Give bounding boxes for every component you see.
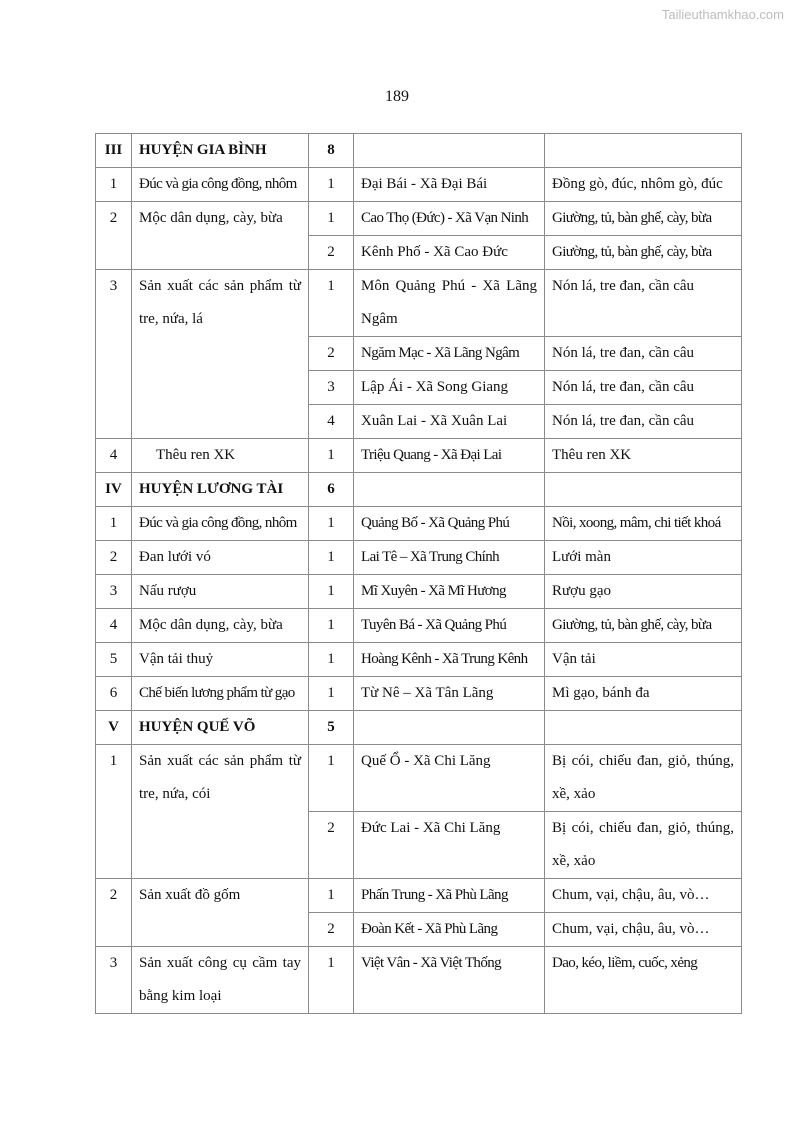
village-cell: Ngăm Mạc - Xã Lãng Ngâm — [354, 337, 545, 371]
sub-number: 2 — [309, 913, 354, 947]
goods-cell: Nón lá, tre đan, cần câu — [545, 270, 742, 337]
row-number: 1 — [96, 745, 132, 879]
village-cell: Lai Tê – Xã Trung Chính — [354, 541, 545, 575]
goods-cell: Giường, tủ, bàn ghế, cày, bừa — [545, 609, 742, 643]
sub-number: 3 — [309, 371, 354, 405]
product-cell: Đúc và gia công đồng, nhôm — [132, 507, 309, 541]
table-row — [96, 947, 742, 1014]
sub-number: 1 — [309, 575, 354, 609]
empty-cell — [545, 134, 742, 168]
row-number: 5 — [96, 643, 132, 677]
section-row-luong-tai — [96, 473, 742, 507]
village-cell: Việt Vân - Xã Việt Thống — [354, 947, 545, 1014]
product-cell: Mộc dân dụng, cày, bừa — [132, 202, 309, 270]
page-number: 189 — [385, 88, 409, 105]
goods-cell: Nón lá, tre đan, cần câu — [545, 405, 742, 439]
village-cell: Cao Thọ (Đức) - Xã Vạn Ninh — [354, 202, 545, 236]
section-name: HUYỆN LƯƠNG TÀI — [132, 473, 309, 507]
section-name: HUYỆN GIA BÌNH — [132, 134, 309, 168]
sub-number: 1 — [309, 439, 354, 473]
product-cell: Thêu ren XK — [132, 439, 309, 473]
product-cell: Sản xuất các sản phẩm từ tre, nứa, cói — [132, 745, 309, 879]
village-cell: Đức Lai - Xã Chi Lăng — [354, 812, 545, 879]
table-row — [96, 609, 742, 643]
goods-cell: Rượu gạo — [545, 575, 742, 609]
village-cell: Hoàng Kênh - Xã Trung Kênh — [354, 643, 545, 677]
row-number: 3 — [96, 575, 132, 609]
table-row — [96, 541, 742, 575]
table-row — [96, 677, 742, 711]
row-number: 4 — [96, 609, 132, 643]
goods-cell: Nón lá, tre đan, cần câu — [545, 337, 742, 371]
goods-cell: Nón lá, tre đan, cần câu — [545, 371, 742, 405]
goods-cell: Bị cói, chiếu đan, giỏ, thúng, xề, xảo — [545, 745, 742, 812]
empty-cell — [545, 473, 742, 507]
sub-number: 1 — [309, 677, 354, 711]
village-cell: Xuân Lai - Xã Xuân Lai — [354, 405, 545, 439]
village-cell: Quế Ổ - Xã Chi Lăng — [354, 745, 545, 812]
village-cell: Lập Ái - Xã Song Giang — [354, 371, 545, 405]
sub-number: 1 — [309, 168, 354, 202]
product-cell: Sản xuất đồ gốm — [132, 879, 309, 947]
sub-number: 2 — [309, 812, 354, 879]
goods-cell: Chum, vại, chậu, âu, vò… — [545, 879, 742, 913]
village-cell: Đại Bái - Xã Đại Bái — [354, 168, 545, 202]
section-number: IV — [96, 473, 132, 507]
product-cell: Đúc và gia công đồng, nhôm — [132, 168, 309, 202]
empty-cell — [354, 473, 545, 507]
row-number: 2 — [96, 541, 132, 575]
empty-cell — [354, 134, 545, 168]
section-number: III — [96, 134, 132, 168]
goods-cell: Chum, vại, chậu, âu, vò… — [545, 913, 742, 947]
table-row — [96, 745, 742, 812]
product-cell: Nấu rượu — [132, 575, 309, 609]
row-number: 4 — [96, 439, 132, 473]
table-row — [96, 507, 742, 541]
sub-number: 1 — [309, 270, 354, 337]
row-number: 1 — [96, 168, 132, 202]
sub-number: 2 — [309, 337, 354, 371]
row-number: 2 — [96, 879, 132, 947]
goods-cell: Mì gạo, bánh đa — [545, 677, 742, 711]
table-row — [96, 879, 742, 913]
goods-cell: Đồng gò, đúc, nhôm gò, đúc — [545, 168, 742, 202]
row-number: 6 — [96, 677, 132, 711]
sub-number: 2 — [309, 236, 354, 270]
village-cell: Tuyên Bá - Xã Quảng Phú — [354, 609, 545, 643]
table-row — [96, 643, 742, 677]
table-row — [96, 270, 742, 337]
section-number: V — [96, 711, 132, 745]
sub-number: 1 — [309, 541, 354, 575]
village-cell: Triệu Quang - Xã Đại Lai — [354, 439, 545, 473]
table-row — [96, 168, 742, 202]
section-name: HUYỆN QUẾ VÕ — [132, 711, 309, 745]
row-number: 3 — [96, 947, 132, 1014]
sub-number: 1 — [309, 643, 354, 677]
empty-cell — [545, 711, 742, 745]
sub-number: 1 — [309, 879, 354, 913]
village-cell: Mĩ Xuyên - Xã Mĩ Hương — [354, 575, 545, 609]
goods-cell: Dao, kéo, liềm, cuốc, xẻng — [545, 947, 742, 1014]
sub-number: 1 — [309, 609, 354, 643]
sub-number: 1 — [309, 202, 354, 236]
section-count: 8 — [309, 134, 354, 168]
table-row — [96, 202, 742, 236]
sub-number: 1 — [309, 745, 354, 812]
section-count: 6 — [309, 473, 354, 507]
watermark-text: Tailieuthamkhao.com — [661, 7, 784, 22]
village-cell: Đoàn Kết - Xã Phù Lãng — [354, 913, 545, 947]
village-cell: Môn Quảng Phú - Xã Lãng Ngâm — [354, 270, 545, 337]
village-cell: Từ Nê – Xã Tân Lãng — [354, 677, 545, 711]
village-cell: Quảng Bố - Xã Quảng Phú — [354, 507, 545, 541]
village-cell: Phấn Trung - Xã Phù Lãng — [354, 879, 545, 913]
goods-cell: Thêu ren XK — [545, 439, 742, 473]
table-row — [96, 575, 742, 609]
table-row — [96, 439, 742, 473]
goods-cell: Nồi, xoong, mâm, chi tiết khoá — [545, 507, 742, 541]
product-cell: Sản xuất các sản phẩm từ tre, nứa, lá — [132, 270, 309, 439]
product-cell: Mộc dân dụng, cày, bừa — [132, 609, 309, 643]
product-cell: Sản xuất công cụ cầm tay bằng kim loại — [132, 947, 309, 1014]
section-row-gia-binh — [96, 134, 742, 168]
row-number: 2 — [96, 202, 132, 270]
product-cell: Đan lưới vó — [132, 541, 309, 575]
empty-cell — [354, 711, 545, 745]
sub-number: 4 — [309, 405, 354, 439]
product-cell: Chế biến lương phẩm từ gạo — [132, 677, 309, 711]
section-row-que-vo — [96, 711, 742, 745]
craft-village-table — [95, 133, 742, 1014]
section-count: 5 — [309, 711, 354, 745]
goods-cell: Bị cói, chiếu đan, giỏ, thúng, xề, xảo — [545, 812, 742, 879]
village-cell: Kênh Phố - Xã Cao Đức — [354, 236, 545, 270]
goods-cell: Giường, tủ, bàn ghế, cày, bừa — [545, 236, 742, 270]
goods-cell: Vận tải — [545, 643, 742, 677]
row-number: 3 — [96, 270, 132, 439]
row-number: 1 — [96, 507, 132, 541]
product-cell: Vận tải thuỷ — [132, 643, 309, 677]
goods-cell: Lưới màn — [545, 541, 742, 575]
sub-number: 1 — [309, 947, 354, 1014]
sub-number: 1 — [309, 507, 354, 541]
goods-cell: Giường, tủ, bàn ghế, cày, bừa — [545, 202, 742, 236]
